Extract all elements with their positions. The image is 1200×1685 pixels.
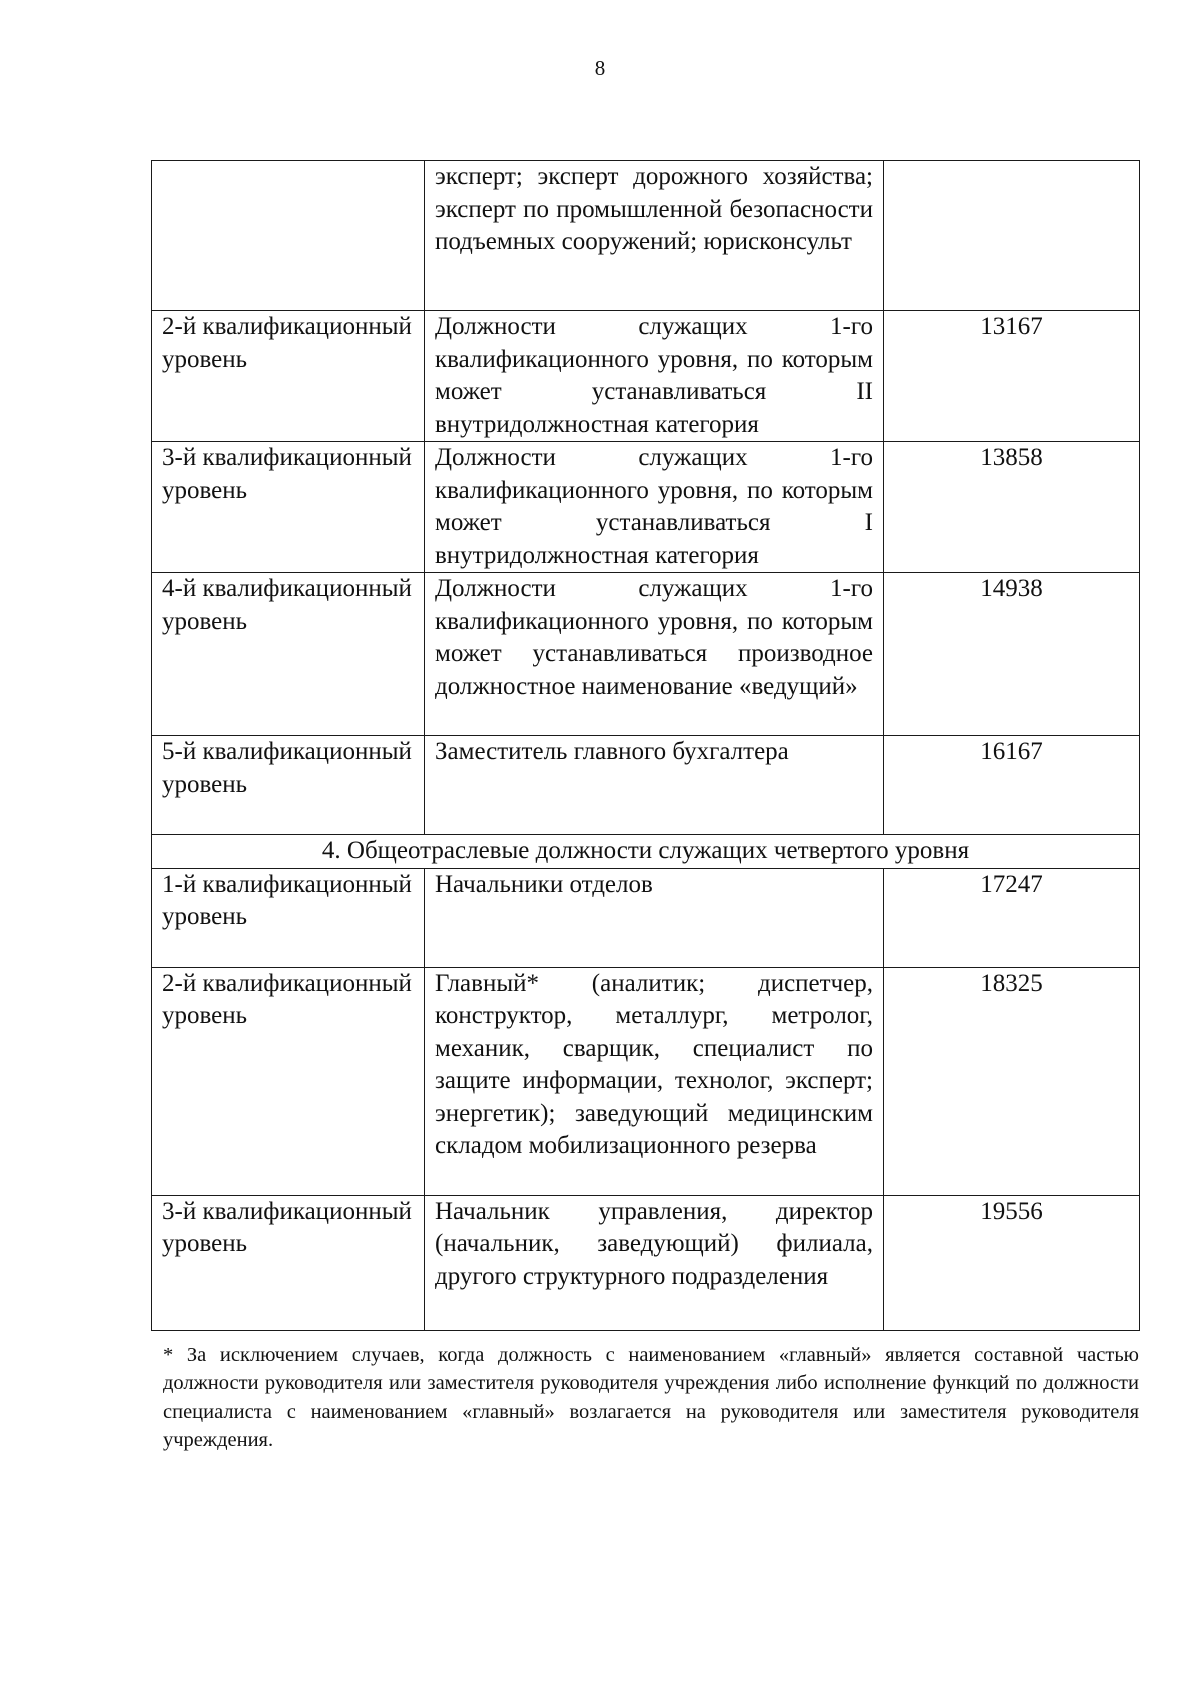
position-description-cell: Начальник управления, директор (начальник, заведующий) филиала, другого структурного подразделения	[425, 1195, 884, 1330]
table-row	[152, 1195, 1140, 1330]
table-row	[152, 311, 1140, 442]
table-row	[152, 967, 1140, 1195]
table-row	[152, 161, 1140, 311]
salary-cell: 14938	[884, 573, 1140, 736]
table-row	[152, 573, 1140, 736]
position-description-cell: эксперт; эксперт дорожного хозяйства; эксперт по промышленной безопасности подъемных сооружений; юрисконсульт	[425, 161, 884, 311]
salary-table	[151, 160, 1140, 1331]
position-description-cell: Должности служащих 1-го квалификационного уровня, по которым может устанавливаться I внутридолжностная категория	[425, 442, 884, 573]
position-description-cell: Заместитель главного бухгалтера	[425, 736, 884, 835]
table-row	[152, 736, 1140, 835]
qualification-level-cell: 4-й квалификационный уровень	[152, 573, 425, 736]
salary-cell: 18325	[884, 967, 1140, 1195]
qualification-level-cell: 2-й квалификационный уровень	[152, 967, 425, 1195]
salary-cell: 13167	[884, 311, 1140, 442]
table-row	[152, 868, 1140, 967]
table-row	[152, 442, 1140, 573]
position-description-cell: Начальники отделов	[425, 868, 884, 967]
qualification-level-cell: 3-й квалификационный уровень	[152, 1195, 425, 1330]
qualification-level-cell: 5-й квалификационный уровень	[152, 736, 425, 835]
qualification-level-cell: 3-й квалификационный уровень	[152, 442, 425, 573]
page-number: 8	[594, 56, 606, 80]
qualification-level-cell: 1-й квалификационный уровень	[152, 868, 425, 967]
footnote: * За исключением случаев, когда должность с наименованием «главный» является составной частью должности руководителя или заместителя руководителя учреждения либо исполнение функций по должности специалиста с наименованием «главный» возлагается на руководителя или заместителя руководителя учреждения.	[163, 1344, 1139, 1451]
position-description-cell: Должности служащих 1-го квалификационного уровня, по которым может устанавливаться II внутридолжностная категория	[425, 311, 884, 442]
section-heading-row	[152, 835, 1140, 869]
position-description-cell: Главный* (аналитик; диспетчер, конструктор, металлург, метролог, механик, сварщик, специалист по защите информации, технолог, эксперт; энергетик); заведующий медицинским складом мобилизационного резерва	[425, 967, 884, 1195]
salary-cell: 13858	[884, 442, 1140, 573]
position-description-cell: Должности служащих 1-го квалификационного уровня, по которым может устанавливаться производное должностное наименование «ведущий»	[425, 573, 884, 736]
salary-cell: 19556	[884, 1195, 1140, 1330]
qualification-level-cell	[152, 161, 425, 311]
qualification-level-cell: 2-й квалификационный уровень	[152, 311, 425, 442]
salary-cell	[884, 161, 1140, 311]
salary-cell: 16167	[884, 736, 1140, 835]
section-heading: 4. Общеотраслевые должности служащих четвертого уровня	[152, 835, 1140, 869]
salary-cell: 17247	[884, 868, 1140, 967]
